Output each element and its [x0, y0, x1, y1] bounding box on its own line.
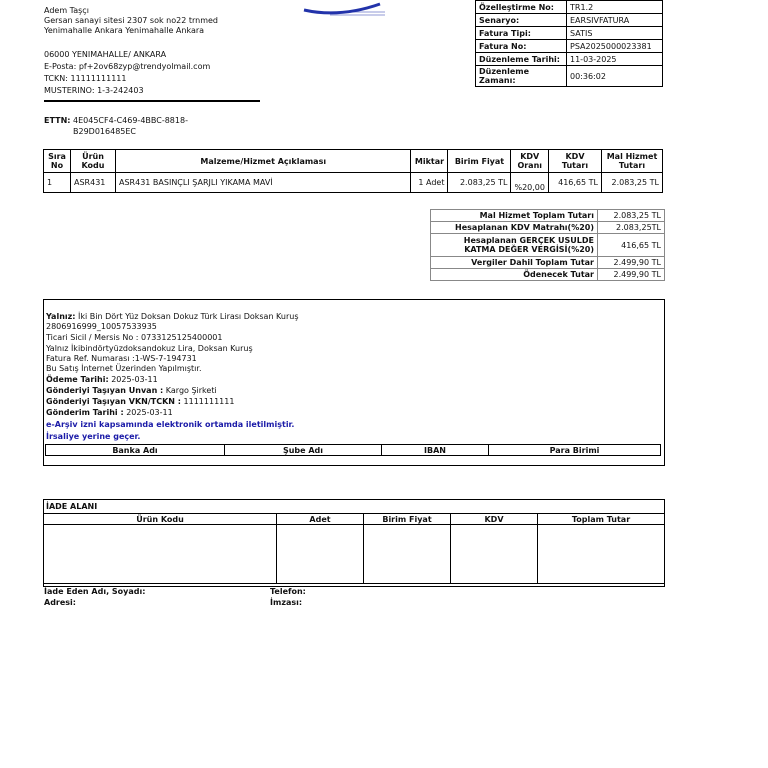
totals-row — [431, 269, 665, 281]
vkn-value: 1111111111 — [183, 397, 235, 406]
ettn-label: ETTN: — [44, 116, 71, 125]
col-para-birimi: Para Birimi — [489, 445, 661, 456]
bank-header-row — [46, 445, 661, 456]
seller-divider — [44, 100, 260, 102]
odeme-value: 2025-03-11 — [111, 375, 158, 384]
totals-row — [431, 222, 665, 234]
seller-name: Adem Taşçı — [44, 6, 89, 15]
seller-email: E-Posta: pf+2ov68zyp@trendyolmail.com — [44, 62, 211, 71]
earsiv-logo-icon — [300, 0, 390, 18]
meta-label: Düzenleme Tarihi: — [476, 53, 567, 66]
cell-miktar: 1 Adet — [411, 173, 448, 193]
vkn-line — [46, 397, 234, 407]
table-row — [44, 173, 663, 193]
iade-cell — [538, 525, 665, 584]
meta-row — [476, 53, 663, 66]
iade-cell — [44, 525, 277, 584]
total-label: Ödenecek Tutar — [431, 269, 598, 281]
unvan-label: Gönderiyi Taşıyan Unvan : — [46, 386, 164, 395]
meta-label: Senaryo: — [476, 14, 567, 27]
iade-address-label: Adresi: — [44, 598, 76, 607]
col-mal-hizmet-tutari: Mal Hizmet Tutarı — [602, 150, 663, 173]
cell-urun-kodu: ASR431 — [71, 173, 116, 193]
col-iban: IBAN — [382, 445, 489, 456]
totals-table — [430, 209, 665, 281]
total-value: 2.499,90 TL — [598, 257, 665, 269]
vkn-label: Gönderiyi Taşıyan VKN/TCKN : — [46, 397, 181, 406]
col-miktar: Miktar — [411, 150, 448, 173]
col-urun-kodu: Ürün Kodu — [71, 150, 116, 173]
meta-row — [476, 40, 663, 53]
totals-row — [431, 234, 665, 257]
col-sube-adi: Şube Adı — [225, 445, 382, 456]
seller-customer-no: MUSTERINO: 1-3-242403 — [44, 86, 144, 95]
meta-row — [476, 1, 663, 14]
cell-mal-hizmet-tutari: 2.083,25 TL — [602, 173, 663, 193]
items-table — [43, 149, 663, 193]
col-iade-adet: Adet — [277, 514, 364, 525]
col-iade-toplam: Toplam Tutar — [538, 514, 665, 525]
yalniz-value: İki Bin Dört Yüz Doksan Dokuz Türk Lirası Doksan Kuruş — [78, 312, 299, 321]
cell-kdv-tutari: 416,65 TL — [549, 173, 602, 193]
invoice-meta-table — [475, 0, 663, 87]
gonderim-value: 2025-03-11 — [126, 408, 173, 417]
iade-empty-row — [44, 525, 665, 584]
meta-value: TR1.2 — [567, 1, 663, 14]
gonderim-label: Gönderim Tarihi : — [46, 408, 124, 417]
totals-row — [431, 210, 665, 222]
col-sira-no: Sıra No — [44, 150, 71, 173]
seller-city: 06000 YENIMAHALLE/ ANKARA — [44, 50, 167, 59]
col-kdv-tutari: KDV Tutarı — [549, 150, 602, 173]
meta-row — [476, 66, 663, 87]
meta-row — [476, 14, 663, 27]
total-label: Vergiler Dahil Toplam Tutar — [431, 257, 598, 269]
total-value: 2.083,25 TL — [598, 210, 665, 222]
iade-name-label: İade Eden Adı, Soyadı: — [44, 587, 146, 596]
odeme-line — [46, 375, 158, 385]
iade-cell — [451, 525, 538, 584]
cell-sira: 1 — [44, 173, 71, 193]
col-iade-birim-fiyat: Birim Fiyat — [364, 514, 451, 525]
items-header-row — [44, 150, 663, 173]
note-line: Fatura Ref. Numarası :1-WS-7-194731 — [46, 354, 197, 363]
cell-kdv-orani: %20,00 — [511, 173, 549, 193]
meta-label: Fatura Tipi: — [476, 27, 567, 40]
bank-table — [45, 444, 661, 456]
meta-label: Özelleştirme No: — [476, 1, 567, 14]
seller-address-line1: Gersan sanayi sitesi 2307 sok no22 trnmed — [44, 16, 218, 25]
meta-label: Fatura No: — [476, 40, 567, 53]
iade-cell — [364, 525, 451, 584]
totals-row — [431, 257, 665, 269]
total-value: 2.499,90 TL — [598, 269, 665, 281]
notes-box — [43, 299, 665, 466]
meta-value: 00:36:02 — [567, 66, 663, 87]
col-iade-urun-kodu: Ürün Kodu — [44, 514, 277, 525]
note-line: Bu Satış İnternet Üzerinden Yapılmıştır. — [46, 364, 202, 373]
col-birim-fiyat: Birim Fiyat — [448, 150, 511, 173]
earsiv-notice: e-Arşiv izni kapsamında elektronik ortamda iletilmiştir. — [46, 420, 295, 429]
unvan-line — [46, 386, 217, 396]
yalniz-label: Yalnız: — [46, 312, 76, 321]
note-line: 2806916999_10057533935 — [46, 322, 157, 331]
total-label: Hesaplanan KDV Matrahı(%20) — [431, 222, 598, 234]
ettn-value-line2: B29D016485EC — [73, 127, 137, 136]
iade-phone-label: Telefon: — [270, 587, 306, 596]
total-value: 2.083,25TL — [598, 222, 665, 234]
mersis-line: Ticari Sicil / Mersis No : 0733125125400001 — [46, 333, 223, 342]
iade-title: İADE ALANI — [46, 502, 98, 511]
iade-table — [43, 513, 665, 584]
meta-value: 11-03-2025 — [567, 53, 663, 66]
iade-cell — [277, 525, 364, 584]
meta-value: EARSIVFATURA — [567, 14, 663, 27]
col-iade-kdv: KDV — [451, 514, 538, 525]
iade-signature-label: İmzası: — [270, 598, 303, 607]
cell-aciklama: ASR431 BASINÇLI ŞARJLI YIKAMA MAVİ — [116, 173, 411, 193]
total-label: Hesaplanan GERÇEK USULDE KATMA DEĞER VERGİSİ(%20) — [431, 234, 598, 257]
unvan-value: Kargo Şirketi — [165, 386, 217, 395]
seller-tckn: TCKN: 11111111111 — [44, 74, 127, 83]
seller-address-line2: Yenimahalle Ankara Yenimahalle Ankara — [44, 26, 205, 35]
meta-row — [476, 27, 663, 40]
cell-birim-fiyat: 2.083,25 TL — [448, 173, 511, 193]
gonderim-line — [46, 408, 173, 418]
col-kdv-orani: KDV Oranı — [511, 150, 549, 173]
odeme-label: Ödeme Tarihi: — [46, 375, 109, 384]
col-aciklama: Malzeme/Hizmet Açıklaması — [116, 150, 411, 173]
irsaliye-notice: İrsaliye yerine geçer. — [46, 432, 141, 441]
ettn-value-line1: 4E045CF4-C469-4BBC-8818- — [73, 116, 188, 125]
meta-label: Düzenleme Zamanı: — [476, 66, 567, 87]
col-banka-adi: Banka Adı — [46, 445, 225, 456]
yalniz-line — [46, 312, 299, 322]
note-line: Yalnız İkibindörtyüzdoksandokuz Lira, Doksan Kuruş — [46, 344, 253, 353]
meta-value: SATIS — [567, 27, 663, 40]
total-value: 416,65 TL — [598, 234, 665, 257]
iade-header-row — [44, 514, 665, 525]
total-label: Mal Hizmet Toplam Tutarı — [431, 210, 598, 222]
iade-box — [43, 499, 665, 587]
meta-value: PSA2025000023381 — [567, 40, 663, 53]
